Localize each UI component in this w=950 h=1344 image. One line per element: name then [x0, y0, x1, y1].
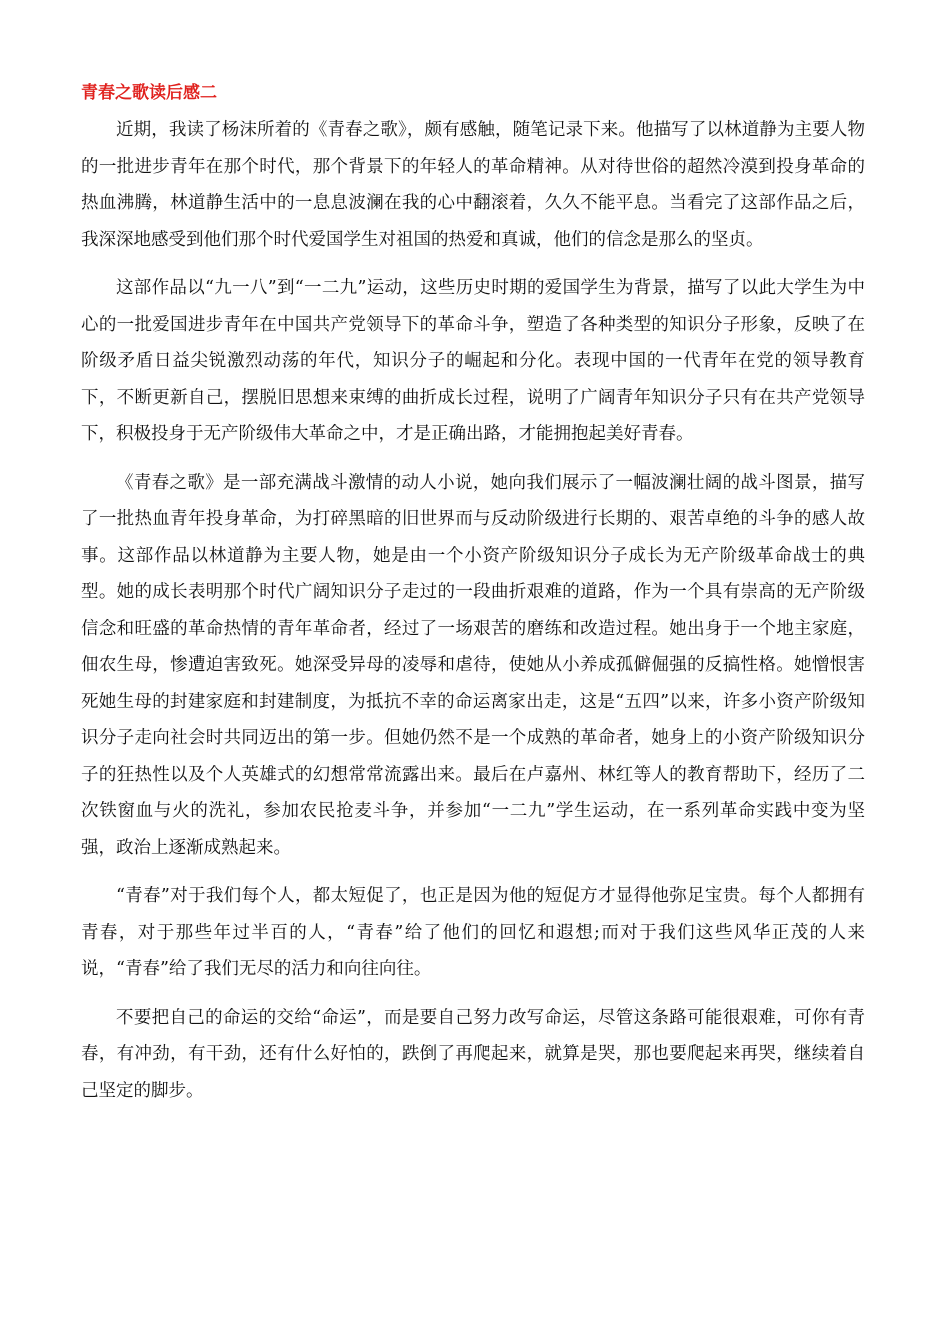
paragraph: 近期，我读了杨沫所着的《青春之歌》，颇有感触，随笔记录下来。他描写了以林道静为主要人物的一批进步青年在那个时代，那个背景下的年轻人的革命精神。从对待世俗的超然冷漠到投身革命的热血沸腾，林道静生活中的一息息波澜在我的心中翻滚着，久久不能平息。当看完了这部作品之后，我深深地感受到他们那个时代爱国学生对祖国的热爱和真诚，他们的信念是那么的坚贞。 — [81, 120, 865, 250]
paragraph: 不要把自己的命运的交给“命运”，而是要自己努力改写命运，尽管这条路可能很艰难，可你有青春，有冲劲，有干劲，还有什么好怕的，跌倒了再爬起来，就算是哭，那也要爬起来再哭，继续着自己坚定的脚步。 — [81, 1007, 865, 1101]
document-page — [81, 80, 865, 1121]
paragraph: 这部作品以“九一八”到“一二九”运动，这些历史时期的爱国学生为背景，描写了以此大学生为中心的一批爱国进步青年在中国共产党领导下的革命斗争，塑造了各种类型的知识分子形象，反映了在阶级矛盾日益尖锐激烈动荡的年代，知识分子的崛起和分化。表现中国的一代青年在党的领导教育下，不断更新自己，摆脱旧思想来束缚的曲折成长过程，说明了广阔青年知识分子只有在共产党领导下，积极投身于无产阶级伟大革命之中，才是正确出路，才能拥抱起美好青春。 — [81, 278, 865, 444]
paragraph: 《青春之歌》是一部充满战斗激情的动人小说，她向我们展示了一幅波澜壮阔的战斗图景，描写了一批热血青年投身革命，为打碎黑暗的旧世界而与反动阶级进行长期的、艰苦卓绝的斗争的感人故事。这部作品以林道静为主要人物，她是由一个小资产阶级知识分子成长为无产阶级革命战士的典型。她的成长表明那个时代广阔知识分子走过的一段曲折艰难的道路，作为一个具有崇高的无产阶级信念和旺盛的革命热情的青年革命者，经过了一场艰苦的磨练和改造过程。她出身于一个地主家庭，佃农生母，惨遭迫害致死。她深受异母的凌辱和虐待，使她从小养成孤僻倔强的反搞性格。她憎恨害死她生母的封建家庭和封建制度，为抵抗不幸的命运离家出走，这是“五四”以来，许多小资产阶级知识分子走向社会时共同迈出的第一步。但她仍然不是一个成熟的革命者，她身上的小资产阶级知识分子的狂热性以及个人英雄式的幻想常常流露出来。最后在卢嘉州、林红等人的教育帮助下，经历了二次铁窗血与火的洗礼，参加农民抢麦斗争，并参加“一二九”学生运动，在一系列革命实践中变为坚强，政治上逐渐成熟起来。 — [81, 472, 865, 858]
paragraph: “青春”对于我们每个人，都太短促了，也正是因为他的短促方才显得他弥足宝贵。每个人都拥有青春，对于那些年过半百的人，“青春”给了他们的回忆和遐想;而对于我们这些风华正茂的人来说，“青春”给了我们无尽的活力和向往向往。 — [81, 886, 865, 979]
document-title: 青春之歌读后感二 — [81, 83, 217, 103]
